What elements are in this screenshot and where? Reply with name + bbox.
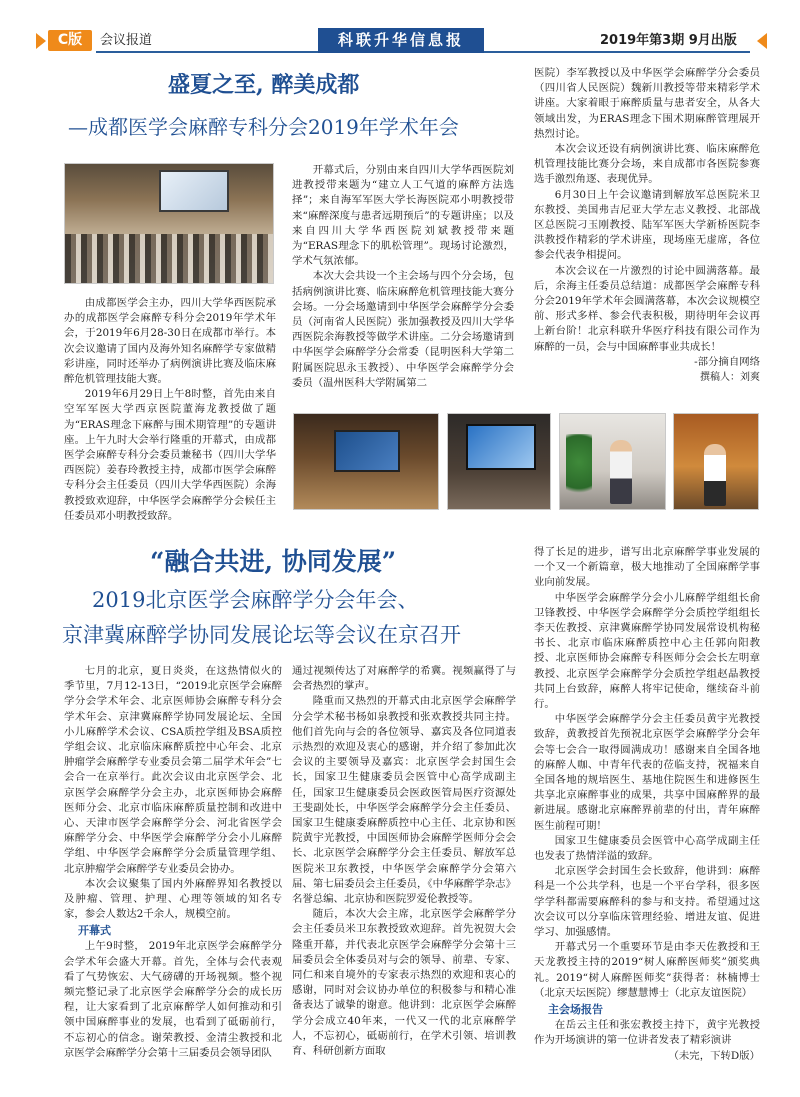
paragraph: 本次会议在一片激烈的讨论中圆满落幕。最后，余海主任委员总结道：成都医学会麻醉专科分会2019年学术年会圆满落幕，本次会议规模空前、形式多样、参会代表积极，期待明年会议再上新台阶！北京科联升华医疗科技有限公司作为麻醉的一员，会与中国麻醉事业共成长！ bbox=[534, 264, 760, 353]
paragraph: 开幕式另一个重要环节是由李天佐教授和王天龙教授主持的2019“树人麻醉医师奖”颁奖典礼。2019“树人麻醉医师奖”获得者：林楠博士（北京天坛医院）缪慧慧博士（北京友谊医院） bbox=[534, 941, 760, 999]
author-signoff: 撰稿人：刘爽 bbox=[700, 372, 760, 384]
speaker-podium-photo bbox=[559, 413, 666, 510]
subheading-main-venue-reports: 主会场报告 bbox=[548, 1003, 603, 1017]
paragraph: 开幕式后，分别由来自四川大学华西医院刘进教授带来题为“建立人工气道的麻醉方法选择”；来自海军军医大学长海医院邓小明教授带来“麻醉深度与患者远期预后”的专题讲座；以及来自四川大学华西医院刘斌教授带来题为“ERAS理念下的肌松管理”。现场讨论激烈，学术气氛浓郁。 bbox=[292, 164, 514, 268]
paragraph: 本次会议聚集了国内外麻醉界知名教授以及肿瘤、管理、护理、心理等领域的知名专家，参会人数达2千余人，规模空前。 bbox=[64, 877, 282, 921]
article2-column-1 bbox=[64, 664, 282, 1092]
paragraph: 2019年6月29日上午8时整，首先由来自空军军医大学西京医院董海龙教授做了题为“ERAS理念下麻醉与围术期管理”的专题讲座。上午九时大会举行隆重的开幕式，由成都医学会麻醉专科分会委员兼秘书（四川大学华西医院）姜春玲教授主持，成都市医学会麻醉专科分会主任委员（四川大学华西医院）余海教授致欢迎辞，中华医学会麻醉学分会候任主任委员邓小明教授致辞。 bbox=[64, 388, 276, 522]
article1-column-3 bbox=[534, 66, 760, 409]
paragraph: 随后，本次大会主席，北京医学会麻醉学分会主任委员米卫东教授致欢迎辞。首先祝贺大会隆重开幕，并代表北京医学会麻醉学分会第十三届委员会全体委员对与会的领导、前辈、专家、同仁和来自境外的专家表示热烈的欢迎和衷心的感谢，同时对会议协办单位的积极参与和精心准备表达了诚挚的谢意。他讲到：北京医学会麻醉学分会成立40年来，一代又一代的北京麻醉学人，不忘初心，砥砺前行，在学术引领、培训教育、科研创新方面取 bbox=[292, 908, 516, 1058]
article2-column-2 bbox=[292, 664, 516, 1092]
masthead bbox=[0, 28, 800, 54]
article2-subtitle-line1: 2019北京医学会麻醉学分会年会、 bbox=[92, 588, 419, 612]
projection-screen bbox=[159, 170, 229, 212]
paragraph: 中华医学会麻醉学分会小儿麻醉学组组长俞卫锋教授、中华医学会麻醉学分会质控学组组长李天佐教授、京津冀麻醉学协同发展常设机构秘书长、北京市临床麻醉质控中心主任郭向阳教授、北京医师协会麻醉专科医师分会会长左明章教授、北京医学会麻醉学分会质控学组赵晶教授共同上台致辞，麻醉人将牢记使命，继续奋斗前行。 bbox=[534, 591, 760, 711]
paragraph: 6月30日上午会议邀请到解放军总医院米卫东教授、美国弗吉尼亚大学左志义教授、北部战区总医院刁玉刚教授、陆军军医大学新桥医院李洪教授作精彩的学术讲座，现场座无虚席，各位参会代表争相提问。 bbox=[534, 188, 760, 262]
paragraph: 由成都医学会主办，四川大学华西医院承办的成都医学会麻醉专科分会2019年学术年会，于2019年6月28-30日在成都市举行。本次会议邀请了国内及海外知名麻醉学专家做精彩讲座，同时还举办了病例演讲比赛及临床麻醉危机管理技能大赛。 bbox=[64, 297, 276, 386]
plant bbox=[566, 434, 592, 504]
edition-badge: C版 bbox=[48, 30, 92, 51]
source-note: -部分摘自网络 bbox=[694, 355, 760, 368]
masthead-rule-right bbox=[484, 51, 750, 53]
article1-title: 盛夏之至, 醉美成都 bbox=[168, 72, 360, 98]
stage-screen bbox=[334, 430, 400, 472]
next-page-arrow-icon[interactable] bbox=[757, 33, 767, 49]
article2-title: “融合共进, 协同发展” bbox=[150, 547, 397, 576]
article2-subtitle-line2: 京津冀麻醉学协同发展论坛等会议在京召开 bbox=[62, 623, 461, 647]
paragraph: 北京医学会封国生会长致辞，他讲到：麻醉科是一个公共学科，也是一个平台学科，很多医学学科都需要麻醉科的参与和支持。希望通过这次会议可以分享临床管理经验、增进友谊、促进学习、加强感情。 bbox=[534, 865, 760, 939]
article2-column-3 bbox=[534, 545, 760, 1092]
subheading-opening: 开幕式 bbox=[78, 924, 111, 938]
continued-note[interactable]: （未完，下转D版） bbox=[668, 1049, 760, 1062]
paragraph: 上午9时整， 2019年北京医学会麻醉学分会学术年会盛大开幕。首先，全体与会代表观看了气势恢宏、大气磅礴的开场视频。整个视频完整记录了北京医学会麻醉学分会的成长历程，让大家看到了北京麻醉学人如何推动和引领中国麻醉事业的发展，也看到了砥砺前行，不忘初心的信念。谢荣教授、金清尘教授和北京医学会麻醉学分会第十三届委员会领导团队 bbox=[64, 940, 282, 1059]
article1-subtitle: —成都医学会麻醉专科分会2019年学术年会 bbox=[68, 115, 459, 139]
article1-column-1 bbox=[64, 296, 276, 528]
speaker-lecture-photo bbox=[673, 413, 759, 510]
paragraph: 医院）李军教授以及中华医学会麻醉学分会委员（四川省人民医院）魏新川教授等带来精彩学术讲座。大家着眼于麻醉质量与患者安全，从各大领域出发，为ERAS理念下围术期麻醉管理展开热烈讨论。 bbox=[534, 67, 760, 140]
audience-rows bbox=[65, 234, 273, 284]
paragraph: 得了长足的进步，谱写出北京麻醉学事业发展的一个又一个新篇章，极大地推动了全国麻醉学事业向前发展。 bbox=[534, 546, 760, 589]
article1-column-2 bbox=[292, 163, 514, 395]
previous-page-arrow-icon[interactable] bbox=[36, 33, 46, 49]
masthead-rule-left bbox=[96, 51, 318, 53]
speaker bbox=[610, 440, 632, 504]
paragraph: 通过视频传达了对麻醉学的希冀。视频赢得了与会者热烈的掌声。 bbox=[292, 665, 516, 693]
speaker bbox=[704, 444, 726, 506]
paragraph: 本次会议还设有病例演讲比赛、临床麻醉危机管理技能比赛分会场，来自成都市各医院参赛选手激烈角逐、表现优异。 bbox=[534, 143, 760, 186]
conference-stage-photo bbox=[293, 413, 439, 510]
paragraph: 隆重而又热烈的开幕式由北京医学会麻醉学分会学术秘书杨如泉教授和张欢教授共同主持。他们首先向与会的各位领导、嘉宾及各位同道表示热烈的欢迎及衷心的感谢，并介绍了参加此次会议的主要领导及嘉宾：北京医学会封国生会长，国家卫生健康委员会医管中心高学成副主任，国家卫生健康委员会医政医管局医疗资源处王斐副处长，中华医学会麻醉学分会主任委员、国家卫生健康委麻醉质控中心主任、北京协和医院黄宇光教授，中国医师协会麻醉学医师分会会长、北京医学会麻醉学分会主任委员、解放军总医院米卫东教授，中华医学会麻醉学分会第六届、第七届委员会主任委员，《中华麻醉学杂志》名誉总编、北京协和医院罗爱伦教授等。 bbox=[292, 695, 516, 906]
presentation-screen-photo bbox=[447, 413, 551, 510]
issue-info: 2019年第3期 9月出版 bbox=[600, 33, 737, 48]
newspaper-name: 科联升华信息报 bbox=[318, 28, 484, 53]
paragraph: 国家卫生健康委员会医管中心高学成副主任也发表了热情洋溢的致辞。 bbox=[534, 834, 760, 863]
paragraph: 七月的北京，夏日炎炎，在这热情似火的季节里，7月12-13日，“2019北京医学会麻醉学分会学术年会、北京医师协会麻醉专科分会学术年会、京津冀麻醉学协同发展论坛、全国小儿麻醉学术会议、CSA质控学组及BSA质控学组会议、北京临床麻醉质控中心年会、北京肿瘤学会麻醉学专业委员会第二届学术年会”七会合一在京举行。此次会议由北京医学会、北京医学会麻醉学分会主办，北京医师协会麻醉医师分会、北京市临床麻醉质量控制和改进中心、天津市医学会麻醉学分会、河北省医学会麻醉学分会、中华医学会麻醉学分会小儿麻醉学组、中华医学会麻醉学分会质量管理学组、北京肿瘤学会麻醉学专业委员会协办。 bbox=[64, 665, 282, 875]
conference-hall-photo bbox=[64, 163, 274, 284]
paragraph: 本次大会共设一个主会场与四个分会场，包括病例演讲比赛、临床麻醉危机管理技能大赛分会场。一分会场邀请到中华医学会麻醉学分会委员（河南省人民医院）张加强教授及四川大学华西医院余海教授等做学术讲座。二分会场邀请到中华医学会麻醉学分会常委（昆明医科大学第二附属医院思永玉教授）、中华医学会麻醉学分会委员（温州医科大学附属第二 bbox=[292, 270, 514, 389]
presentation-screen bbox=[466, 424, 536, 470]
paragraph: 在岳云主任和张宏教授主持下，黄宇光教授作为开场演讲的第一位讲者发表了精彩演讲 bbox=[534, 1019, 760, 1047]
section-name: 会议报道 bbox=[100, 33, 153, 48]
paragraph: 中华医学会麻醉学分会主任委员黄宇光教授致辞，黄教授首先预祝北京医学会麻醉学分会年会等七会合一取得圆满成功！感谢来自全国各地的麻醉人咖、中青年代表的莅临支持，祝福来自全国各地的规培医生、基地住院医生和进修医生共享北京麻醉事业的成果，共享中国麻醉界的最新进展。感谢北京麻醉界前辈的付出，青年麻醉医生前程可期！ bbox=[534, 713, 760, 832]
